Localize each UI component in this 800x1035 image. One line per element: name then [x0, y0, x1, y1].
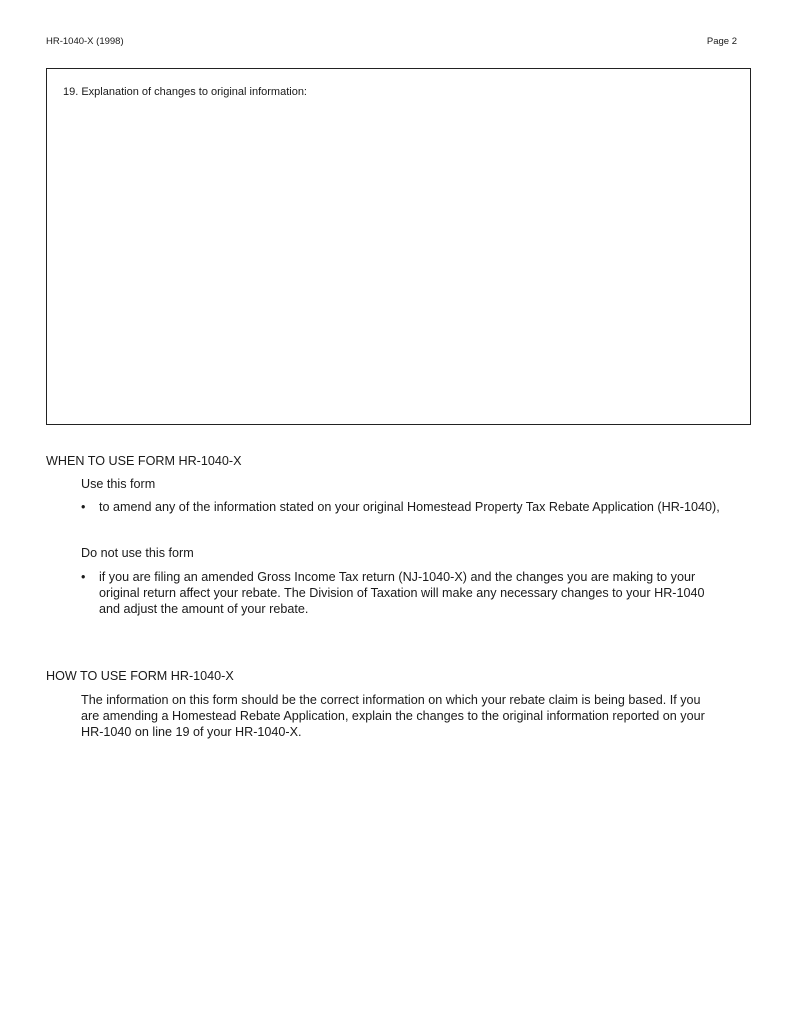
how-paragraph-line: The information on this form should be the correct information on which your rebate claim is being based. If you — [81, 693, 701, 707]
bullet-icon: • — [81, 570, 86, 584]
bullet-icon: • — [81, 500, 86, 514]
how-paragraph-line: are amending a Homestead Rebate Application, explain the changes to the original information reported on your — [81, 709, 705, 723]
explanation-box[interactable] — [46, 68, 751, 425]
do-not-bullet-line: and adjust the amount of your rebate. — [99, 602, 309, 616]
when-heading: WHEN TO USE FORM HR-1040-X — [46, 454, 242, 468]
do-not-use-label: Do not use this form — [81, 546, 194, 560]
how-paragraph-line: HR-1040 on line 19 of your HR-1040-X. — [81, 725, 302, 739]
form-id-header: HR-1040-X (1998) — [46, 36, 124, 47]
use-this-form-label: Use this form — [81, 477, 156, 491]
do-not-bullet-line: original return affect your rebate. The Division of Taxation will make any necessary changes to your HR-1040 — [99, 586, 705, 600]
line-19-label: 19. Explanation of changes to original information: — [63, 86, 307, 98]
page-number: Page 2 — [706, 36, 737, 47]
use-bullet-text: to amend any of the information stated on your original Homestead Property Tax Rebate Application (HR-1040), — [99, 500, 720, 514]
do-not-bullet-line: if you are filing an amended Gross Income Tax return (NJ-1040-X) and the changes you are making to your — [99, 570, 696, 584]
how-heading: HOW TO USE FORM HR-1040-X — [46, 669, 234, 683]
